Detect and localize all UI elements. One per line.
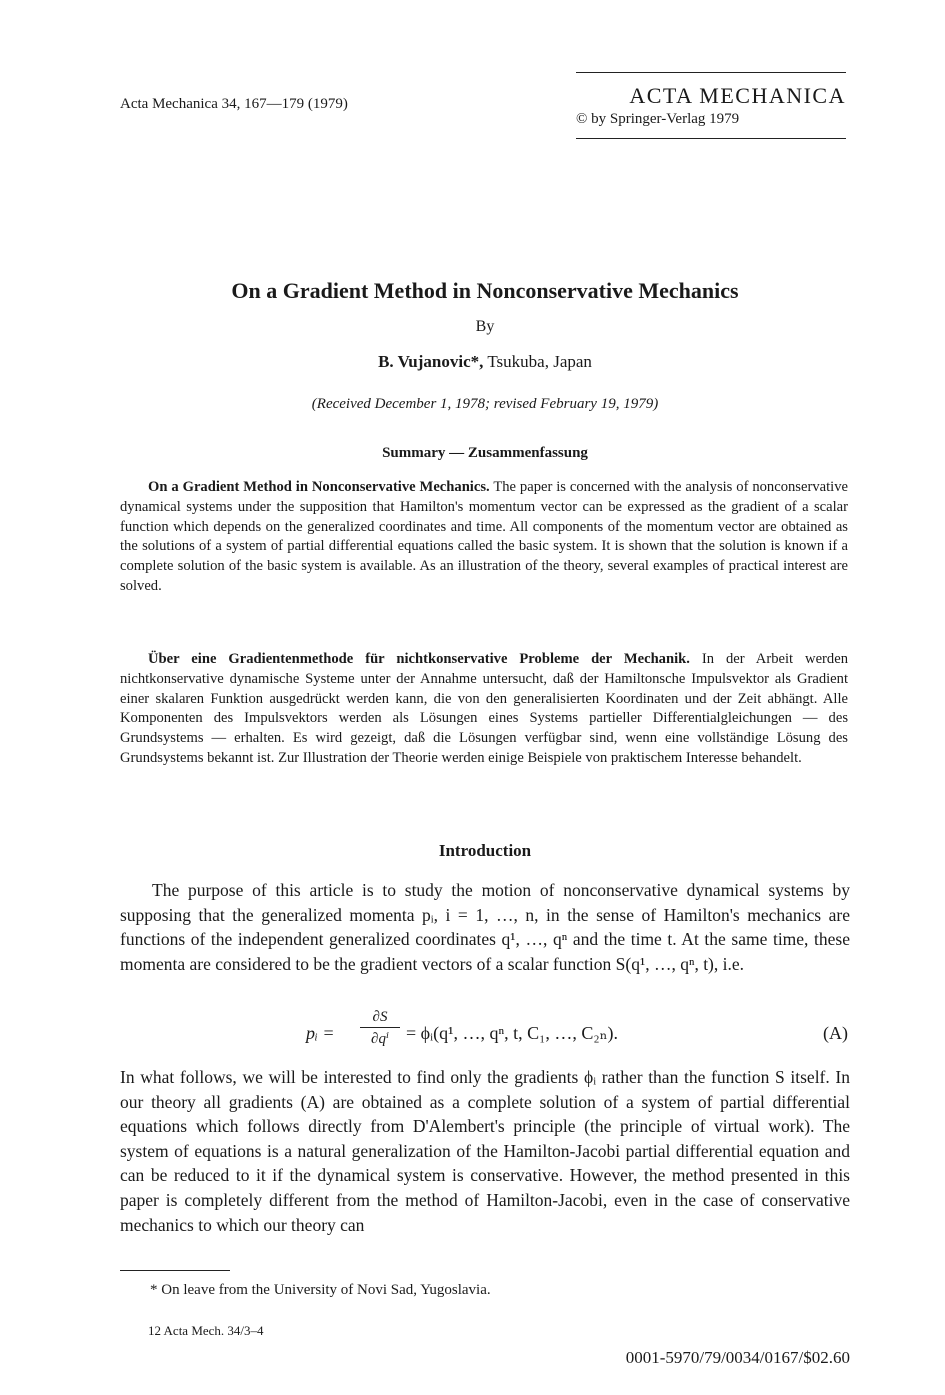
equation-rhs: = ϕᵢ(q¹, …, qⁿ, t, C₁, …, C₂ₙ). [406,1023,618,1043]
journal-masthead [576,72,846,139]
author-line [120,352,850,372]
english-abstract [120,478,848,597]
equation-a [120,1009,850,1059]
journal-citation: Acta Mechanica 34, 167—179 (1979) [120,96,348,112]
footnote-rule [120,1270,230,1271]
author-place: Tsukuba, Japan [483,352,592,371]
author-footnote: * On leave from the University of Novi Sad, Yugoslavia. [150,1282,491,1298]
german-abstract-title: Über eine Gradientenmethode für nichtkonservative Probleme der Mechanik. [148,651,690,667]
equation-fraction [360,1009,400,1048]
english-abstract-title: On a Gradient Method in Nonconservative Mechanics. [148,479,490,495]
signature-mark: 12 Acta Mech. 34/3–4 [148,1323,264,1338]
received-dates: (Received December 1, 1978; revised February 19, 1979) [311,396,659,412]
masthead-top-rule [576,72,846,73]
publisher-copyright: © by Springer-Verlag 1979 [576,111,740,127]
summary-heading: Summary — Zusammenfassung [382,445,588,461]
intro-paragraph-1 [120,878,850,976]
english-abstract-text: The paper is concerned with the analysis of nonconservative dynamical systems under the supposition that Hamilton's momentum vector can be expressed as the gradient of a scalar function which depends on the generalized coordinates and time. All components of the momentum vector are obtained as the solutions of a system of partial differential equations called the basic system. It is shown that the solution is known if a complete solution of the basic system is available. As an illustration of the theory, several examples of practical interest are solved. [120,479,848,594]
byline-by: By [475,318,495,335]
intro-paragraph-1-text: The purpose of this article is to study the motion of nonconservative dynamical systems by supposing that the generalized momenta pᵢ, i = 1, …, n, in the sense of Hamilton's mechanics are functions of the independent generalized coordinates q¹, …, qⁿ and the time t. At the same time, these momenta are considered to be the gradient vectors of a scalar function S(q¹, …, qⁿ, t), i.e. [120,880,850,974]
masthead-bottom-rule [576,138,846,139]
journal-name: ACTA MECHANICA [629,83,846,108]
german-abstract-text: In der Arbeit werden nichtkonservative dynamische Systeme unter der Annahme untersucht, daß der Hamiltonsche Impulsvektor als Gradient einer skalaren Funktion ausgedrückt werden kann, die von den generalisierten Koordinaten und der Zeit abhängt. Alle Komponenten des Impulsvektors werden als Lösungen eines Systems partieller Differentialgleichungen — des Grundsystems — erhalten. Es wird gezeigt, daß die Lösungen verfügbar sind, wenn eine vollständige Lösung des Grundsystems bekannt ist. Zur Illustration der Theorie werden einige Beispiele von praktischem Interesse behandelt. [120,651,848,766]
article-code: 0001-5970/79/0034/0167/$02.60 [625,1348,850,1367]
equation-denominator: ∂qⁱ [371,1031,389,1047]
intro-paragraph-2-text: In what follows, we will be interested to find only the gradients ϕᵢ rather than the function S itself. In our theory all gradients (A) are obtained as a complete solution of a system of partial differential equations which follows directly from D'Alembert's principle (the principle of virtual work). The system of equations is a natural generalization of the Hamilton-Jacobi partial differential equation and can be reduced to it if the dynamical system is conservative. However, the method presented in this paper is completely different from the method of Hamilton-Jacobi, even in the case of conservative mechanics to which our theory can [120,1067,850,1235]
german-abstract [120,650,848,769]
author-name: B. Vujanovic*, [378,352,484,371]
equation-numerator: ∂S [360,1009,400,1028]
introduction-heading: Introduction [438,841,532,860]
equation-lhs: pᵢ = [306,1023,335,1043]
intro-paragraph-2 [120,1065,850,1237]
article-title: On a Gradient Method in Nonconservative Mechanics [231,278,739,303]
equation-label: (A) [823,1023,848,1043]
